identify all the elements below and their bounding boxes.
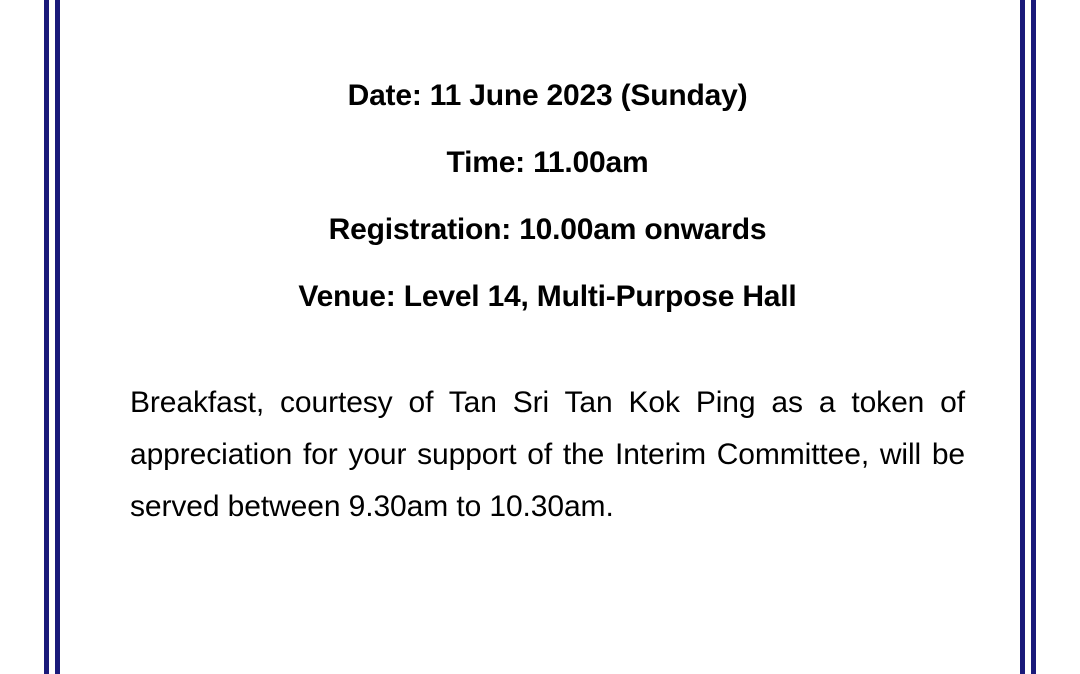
left-outer-border-rule <box>44 0 49 674</box>
left-inner-border-rule <box>55 0 60 674</box>
right-inner-border-rule <box>1020 0 1025 674</box>
event-detail-time: Time: 11.00am <box>446 146 649 179</box>
body-block <box>130 377 965 533</box>
event-detail-registration: Registration: 10.00am onwards <box>328 213 767 246</box>
breakfast-paragraph: Breakfast, courtesy of Tan Sri Tan Kok Ping as a token of appreciation for your support of the Interim Committee, will be served between 9.30am to 10.30am. <box>130 386 965 523</box>
event-detail-date: Date: 11 June 2023 (Sunday) <box>347 79 748 112</box>
document-content <box>130 0 965 674</box>
event-detail-venue: Venue: Level 14, Multi-Purpose Hall <box>298 280 797 313</box>
right-outer-border-rule <box>1031 0 1036 674</box>
event-details-list <box>130 0 965 330</box>
